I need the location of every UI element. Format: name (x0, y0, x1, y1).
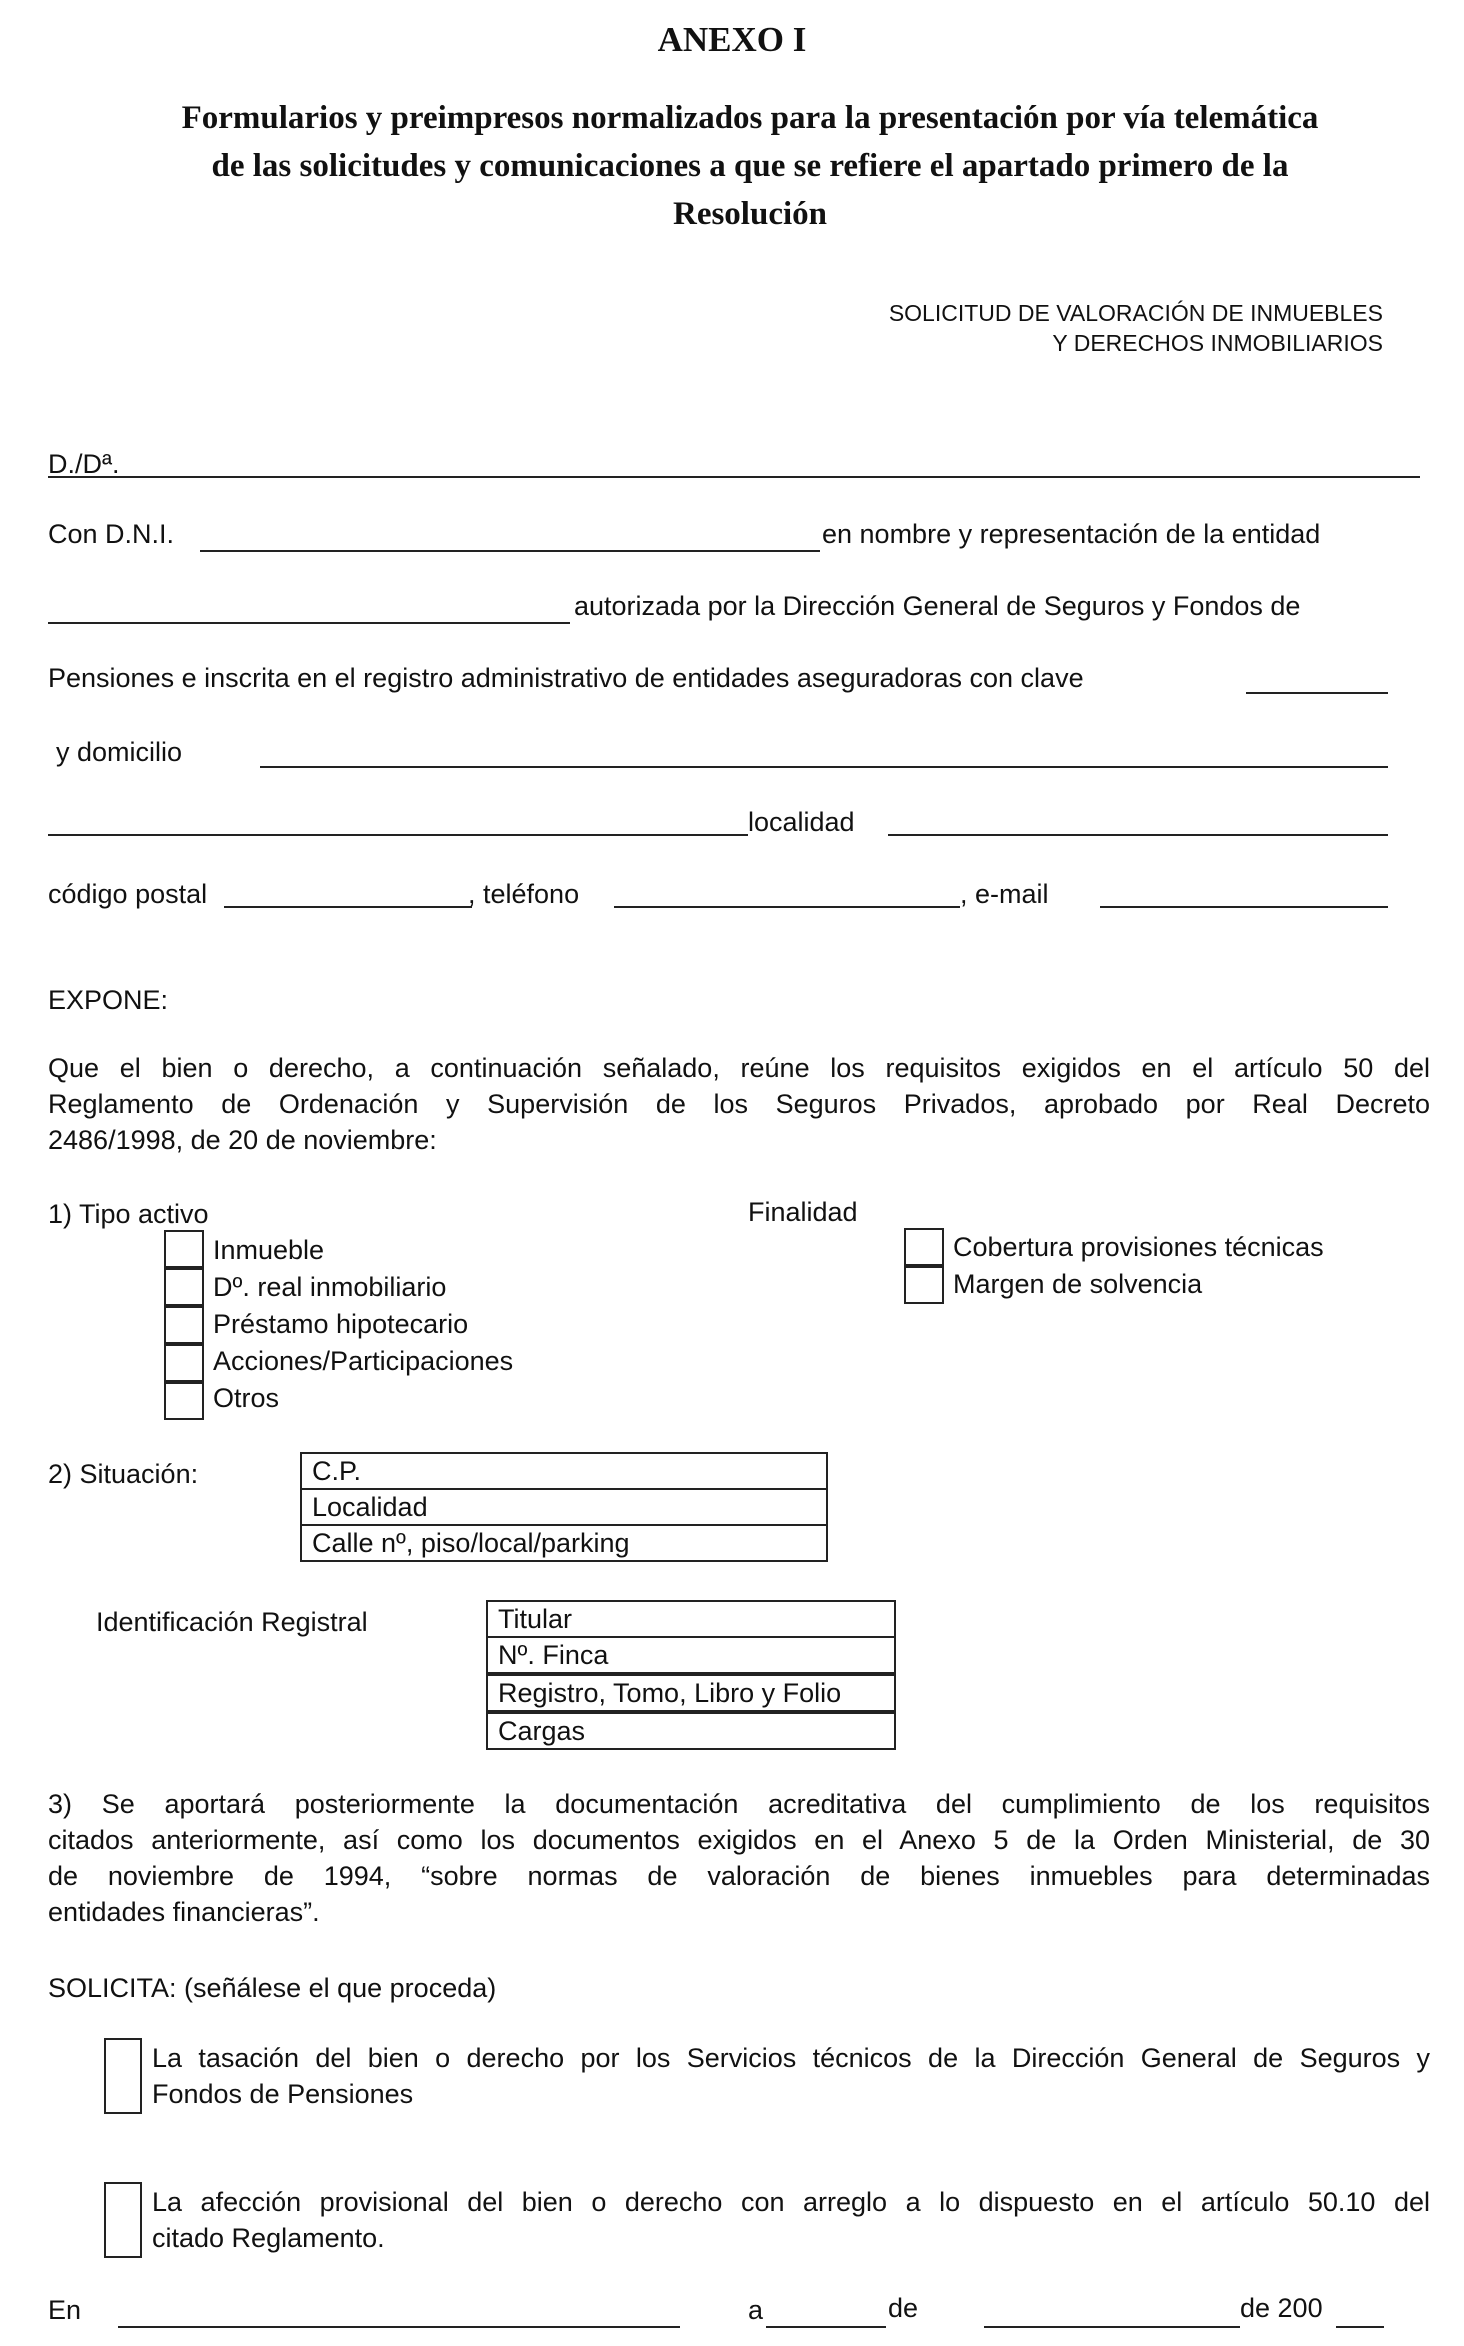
documentation-line-1: 3) Se aportará posteriormente la documentación acreditativa del cumplimiento de los requisitos (48, 1789, 1430, 1819)
year-label: de 200 (1240, 2293, 1323, 2323)
asset-type-option-label: Préstamo hipotecario (213, 1309, 469, 1339)
solicita-heading: SOLICITA: (señálese el que proceda) (48, 1973, 497, 2003)
asset-type-checkbox-inmueble[interactable] (164, 1230, 204, 1268)
domicile-field[interactable] (260, 766, 1388, 768)
situation-postal-code-field[interactable]: C.P. (300, 1452, 828, 1490)
purpose-option-label: Margen de solvencia (953, 1269, 1203, 1299)
registry-charges-field[interactable]: Cargas (486, 1712, 896, 1750)
entity-name-field[interactable] (48, 622, 570, 624)
page-subtitle-line-3: Resolución (672, 196, 827, 232)
expone-line-1: Que el bien o derecho, a continuación señalado, reúne los requisitos exigidos en el artículo 50 del (48, 1053, 1430, 1083)
page-subtitle-line-2: de las solicitudes y comunicaciones a que se refiere el apartado primero de la (211, 148, 1289, 184)
day-field[interactable] (766, 2326, 886, 2328)
situation-locality-field[interactable]: Localidad (300, 1488, 828, 1526)
expone-line-2: Reglamento de Ordenación y Supervisión de los Seguros Privados, aprobado por Real Decreto (48, 1089, 1430, 1119)
postal-code-label: código postal (48, 879, 208, 909)
registry-text: Pensiones e inscrita en el registro administrativo de entidades aseguradoras con clave (48, 663, 1084, 693)
asset-type-option-label: Otros (213, 1383, 280, 1413)
documentation-line-4: entidades financieras”. (48, 1897, 320, 1927)
month-field[interactable] (984, 2326, 1240, 2328)
request-appraisal-line-1: La tasación del bien o derecho por los Servicios técnicos de la Dirección General de Seguros y (152, 2043, 1430, 2073)
expone-line-3: 2486/1998, de 20 de noviembre: (48, 1125, 437, 1155)
documentation-line-2: citados anteriormente, así como los documentos exigidos en el Anexo 5 de la Orden Ministerial, de 30 (48, 1825, 1430, 1855)
registry-key-field[interactable] (1246, 692, 1388, 694)
purpose-label: Finalidad (748, 1197, 858, 1227)
name-field[interactable] (48, 476, 1420, 478)
dni-label: Con D.N.I. (48, 519, 175, 549)
place-label: En (48, 2295, 82, 2325)
representation-text: en nombre y representación de la entidad (822, 519, 1321, 549)
purpose-option-label: Cobertura provisiones técnicas (953, 1232, 1324, 1262)
situation-address-field[interactable]: Calle nº, piso/local/parking (300, 1524, 828, 1562)
request-provisional-assignment-checkbox[interactable] (104, 2182, 142, 2258)
domicile-label: y domicilio (56, 737, 183, 767)
email-label: , e-mail (960, 879, 1049, 909)
asset-type-option-label: Inmueble (213, 1235, 325, 1265)
asset-type-option-label: Acciones/Participaciones (213, 1346, 514, 1376)
locality-label: localidad (748, 807, 855, 837)
authorized-text: autorizada por la Dirección General de Seguros y Fondos de (574, 591, 1301, 621)
purpose-checkbox-technical-provisions[interactable] (904, 1228, 944, 1266)
month-label: de (888, 2293, 919, 2323)
asset-type-label: 1) Tipo activo (48, 1199, 209, 1229)
form-title-line-1: SOLICITUD DE VALORACIÓN DE INMUEBLES (888, 300, 1383, 326)
expone-heading: EXPONE: (48, 985, 169, 1015)
request-provisional-line-1: La afección provisional del bien o derecho con arreglo a lo dispuesto en el artículo 50.10 del (152, 2187, 1430, 2217)
locality-field[interactable] (888, 834, 1388, 836)
email-field[interactable] (1100, 906, 1388, 908)
situation-label: 2) Situación: (48, 1459, 199, 1489)
documentation-line-3: de noviembre de 1994, “sobre normas de valoración de bienes inmuebles para determinadas (48, 1861, 1430, 1891)
place-field[interactable] (118, 2326, 680, 2328)
phone-field[interactable] (614, 906, 960, 908)
address-field[interactable] (48, 834, 748, 836)
page-subtitle-line-1: Formularios y preimpresos normalizados para la presentación por vía telemática (181, 100, 1319, 136)
form-title-line-2: Y DERECHOS INMOBILIARIOS (1052, 330, 1383, 356)
postal-code-field[interactable] (224, 906, 472, 908)
dni-field[interactable] (200, 550, 820, 552)
registry-id-label: Identificación Registral (96, 1607, 368, 1637)
request-provisional-line-2: citado Reglamento. (152, 2223, 385, 2253)
registry-book-field[interactable]: Registro, Tomo, Libro y Folio (486, 1674, 896, 1712)
request-appraisal-line-2: Fondos de Pensiones (152, 2079, 414, 2109)
registry-estate-number-field[interactable]: Nº. Finca (486, 1636, 896, 1674)
asset-type-checkbox-others[interactable] (164, 1382, 204, 1420)
name-label: D./Dª. (48, 449, 120, 479)
asset-type-option-label: Dº. real inmobiliario (213, 1272, 447, 1302)
asset-type-checkbox-mortgage[interactable] (164, 1306, 204, 1344)
phone-label: , teléfono (468, 879, 580, 909)
request-appraisal-checkbox[interactable] (104, 2038, 142, 2114)
year-field[interactable] (1336, 2326, 1384, 2328)
purpose-checkbox-solvency-margin[interactable] (904, 1266, 944, 1304)
day-label: a (748, 2295, 764, 2325)
annex-title: ANEXO I (657, 20, 807, 59)
registry-owner-field[interactable]: Titular (486, 1600, 896, 1638)
asset-type-checkbox-shares[interactable] (164, 1344, 204, 1382)
asset-type-checkbox-real-right[interactable] (164, 1268, 204, 1306)
